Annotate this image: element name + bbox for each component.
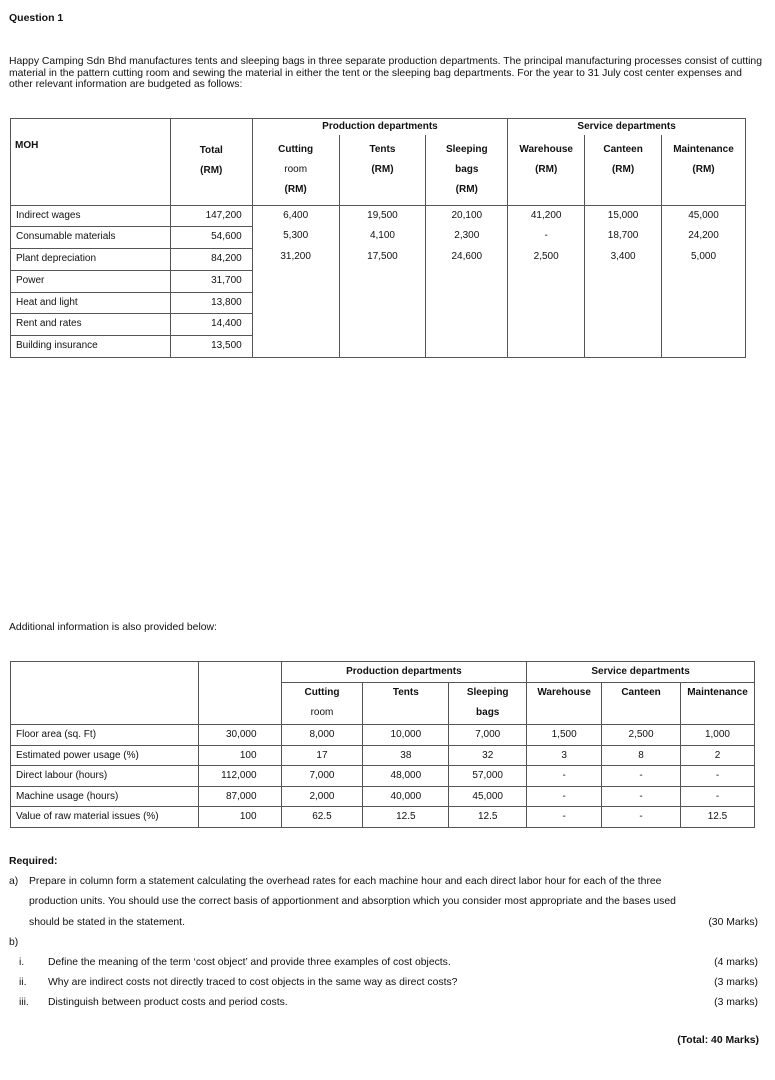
table-cell-sleeping: 20,100 — [451, 209, 483, 221]
table-cell-warehouse: 1,500 — [527, 725, 602, 746]
table-row — [11, 766, 755, 787]
row-label: Rent and rates — [11, 313, 170, 335]
table-cell-sleeping — [426, 289, 507, 310]
maintenance-header: Maintenance — [680, 683, 754, 725]
maintenance-header — [662, 135, 746, 205]
table-cell-total: 14,400 — [171, 313, 252, 335]
tents-header: Tents — [363, 683, 449, 725]
warehouse-header-line: Warehouse — [519, 144, 573, 155]
row-label: Power — [11, 270, 170, 292]
part-b-item-marks: (4 marks) — [714, 956, 758, 968]
table-cell-sleeping: 24,600 — [451, 251, 483, 263]
total-marks: (Total: 40 Marks) — [677, 1035, 759, 1046]
total-header-cell — [170, 119, 252, 206]
table-cell-tents: 10,000 — [363, 725, 449, 746]
total-column — [170, 205, 252, 358]
table-cell-maintenance: - — [680, 786, 754, 807]
part-a-label: a) — [9, 876, 19, 888]
warehouse-header: Warehouse — [527, 683, 602, 725]
warehouse-column — [508, 205, 585, 358]
table-cell-maintenance: 2 — [680, 745, 754, 766]
sleeping-header-line: (RM) — [455, 184, 478, 195]
table-cell-tents — [340, 268, 426, 289]
table-cell-cutting: 7,000 — [281, 766, 363, 787]
table-cell-canteen: - — [602, 786, 681, 807]
part-a-line: Prepare in column form a statement calculating the overhead rates for each machine hour and each direct labor hour for each of the three — [29, 876, 662, 888]
table-cell-canteen: - — [602, 807, 681, 828]
table-cell-warehouse — [508, 268, 584, 289]
maintenance-column — [662, 205, 746, 358]
table-cell-canteen — [585, 330, 661, 351]
table-cell-maintenance — [662, 268, 745, 289]
required-heading: Required: — [9, 856, 58, 867]
table-cell-maintenance: 1,000 — [680, 725, 754, 746]
table-cell-total: 100 — [198, 745, 281, 766]
table-cell-tents: 17,500 — [367, 251, 398, 263]
canteen-header-line: (RM) — [611, 164, 635, 175]
table-cell-warehouse: 3 — [527, 745, 602, 766]
warehouse-header-line: (RM) — [535, 164, 558, 175]
table-cell-sleeping: 45,000 — [449, 786, 527, 807]
table-cell-cutting: 31,200 — [280, 251, 311, 263]
blank-header-cell — [11, 683, 199, 725]
table-cell-warehouse — [508, 289, 584, 310]
table-cell-cutting: 17 — [281, 745, 363, 766]
table-cell-cutting: 2,000 — [281, 786, 363, 807]
table-cell-warehouse: 41,200 — [530, 209, 562, 221]
row-label: Direct labour (hours) — [11, 766, 199, 787]
table-cell-sleeping: 57,000 — [449, 766, 527, 787]
table-cell-cutting — [253, 309, 339, 330]
production-departments-header: Production departments — [281, 662, 527, 683]
part-a-line: should be stated in the statement. — [29, 916, 185, 928]
table-cell-sleeping — [426, 309, 507, 330]
table-cell-cutting: 62.5 — [281, 807, 363, 828]
table-cell-maintenance: 24,200 — [688, 230, 719, 242]
table-cell-tents — [340, 330, 426, 351]
table-cell-maintenance — [662, 309, 745, 330]
blank-header-cell — [198, 662, 281, 683]
table-cell-maintenance: 45,000 — [688, 209, 719, 221]
maintenance-header-line: Maintenance — [673, 144, 734, 155]
tents-column — [339, 205, 426, 358]
table-cell-canteen: 15,000 — [607, 209, 639, 221]
table-cell-warehouse — [508, 309, 584, 330]
table-cell-maintenance — [662, 330, 745, 351]
table-cell-canteen — [585, 289, 661, 310]
table-cell-tents: 19,500 — [367, 209, 398, 221]
table-cell-tents: 12.5 — [363, 807, 449, 828]
table-cell-cutting: 6,400 — [283, 209, 309, 221]
row-labels-column — [11, 205, 171, 358]
table-cell-sleeping: 12.5 — [449, 807, 527, 828]
row-label: Indirect wages — [16, 209, 81, 221]
table-cell-total: 84,200 — [171, 248, 252, 270]
part-b-item-number: ii. — [19, 977, 27, 989]
table-cell-tents: 38 — [363, 745, 449, 766]
table-cell-total: 13,500 — [171, 335, 252, 357]
total-header-line: Total — [199, 145, 223, 156]
table-cell-sleeping — [426, 330, 507, 351]
row-label: Plant depreciation — [11, 248, 170, 270]
cutting-header-line: (RM) — [284, 184, 307, 195]
table-cell-cutting — [253, 289, 339, 310]
tents-header-line: Tents — [369, 144, 396, 155]
table-cell-tents: 40,000 — [363, 786, 449, 807]
cutting-header-line: room — [310, 707, 334, 718]
moh-label: MOH — [15, 140, 39, 151]
sleeping-header-line: Sleeping — [445, 144, 488, 155]
table-cell-warehouse: 2,500 — [533, 251, 559, 263]
table-cell-canteen: 3,400 — [610, 251, 636, 263]
table-cell-maintenance: 5,000 — [690, 251, 717, 263]
table-row — [11, 205, 746, 358]
table-cell-cutting — [253, 268, 339, 289]
table-cell-maintenance: 12.5 — [680, 807, 754, 828]
table-cell-warehouse: - — [527, 766, 602, 787]
service-departments-header: Service departments — [508, 119, 746, 136]
canteen-header — [585, 135, 662, 205]
table-cell-tents — [340, 309, 426, 330]
additional-info-table — [10, 661, 755, 828]
row-label: Floor area (sq. Ft) — [11, 725, 199, 746]
service-departments-header: Service departments — [527, 662, 755, 683]
table-cell-cutting: 5,300 — [283, 230, 309, 242]
blank-header-cell — [198, 683, 281, 725]
table-cell-warehouse: - — [544, 230, 548, 242]
intro-paragraph: Happy Camping Sdn Bhd manufactures tents and sleeping bags in three separate production departments. The principal manufacturing processes consist of cutting material in the pattern cutting room and sewing the material in either the tent or the sleeping bag departments. For the year to 31 July cost center expenses and other relevant information are budgeted as follows: — [9, 56, 762, 90]
cutting-header-line: room — [284, 164, 308, 175]
production-departments-header: Production departments — [252, 119, 508, 136]
total-header-line: (RM) — [200, 165, 223, 176]
sleeping-header-line: Sleeping — [466, 687, 509, 698]
cutting-header-line: Cutting — [278, 144, 314, 155]
cutting-column — [252, 205, 339, 358]
table-cell-canteen — [585, 309, 661, 330]
tents-header — [339, 135, 426, 205]
canteen-column — [585, 205, 662, 358]
cutting-header — [281, 683, 363, 725]
row-label: Machine usage (hours) — [11, 786, 199, 807]
part-a-marks: (30 Marks) — [708, 916, 758, 928]
part-b-item-text: Distinguish between product costs and period costs. — [48, 997, 288, 1009]
table-cell-canteen: 8 — [602, 745, 681, 766]
table-cell-total: 13,800 — [171, 292, 252, 314]
sleeping-column — [426, 205, 508, 358]
table-cell-maintenance: - — [680, 766, 754, 787]
table-cell-cutting: 8,000 — [281, 725, 363, 746]
table-cell-canteen: 2,500 — [602, 725, 681, 746]
part-b-item-number: i. — [19, 956, 25, 968]
part-b-item-text: Why are indirect costs not directly traced to cost objects in the same way as direct costs? — [48, 977, 458, 989]
row-label: Estimated power usage (%) — [11, 745, 199, 766]
table-cell-tents: 4,100 — [369, 230, 395, 242]
maintenance-header-line: (RM) — [692, 164, 715, 175]
tents-header-line: (RM) — [371, 164, 394, 175]
canteen-header-line: Canteen — [603, 144, 643, 155]
table-cell-warehouse — [508, 330, 584, 351]
cutting-header — [252, 135, 339, 205]
table-cell-tents — [340, 289, 426, 310]
table-cell-total: 31,700 — [171, 270, 252, 292]
table-cell-sleeping: 32 — [449, 745, 527, 766]
part-a-line: production units. You should use the correct basis of apportionment and absorption which you consider most appropriate and the bases used — [29, 896, 676, 908]
table-cell-total: 87,000 — [198, 786, 281, 807]
table-cell-canteen: 18,700 — [607, 230, 639, 242]
table-cell-tents: 48,000 — [363, 766, 449, 787]
part-b-label: b) — [9, 936, 19, 948]
table-cell-sleeping: 2,300 — [454, 230, 480, 242]
sleeping-bags-header — [426, 135, 508, 205]
table-cell-sleeping — [426, 268, 507, 289]
table-cell-total: 112,000 — [198, 766, 281, 787]
part-b-item-marks: (3 marks) — [714, 977, 758, 989]
table-cell-total: 100 — [198, 807, 281, 828]
question-title: Question 1 — [9, 12, 64, 24]
table-cell-warehouse: - — [527, 786, 602, 807]
row-label: Heat and light — [11, 292, 170, 314]
part-b-item-number: iii. — [19, 997, 29, 1009]
moh-header-cell — [11, 119, 171, 206]
part-b-item-text: Define the meaning of the term ‘cost object’ and provide three examples of cost objects. — [48, 956, 451, 968]
table-cell-sleeping: 7,000 — [449, 725, 527, 746]
table-cell-canteen: - — [602, 766, 681, 787]
table-cell-cutting — [253, 330, 339, 351]
row-label: Value of raw material issues (%) — [11, 807, 199, 828]
sleeping-header-line: bags — [476, 707, 500, 718]
warehouse-header — [508, 135, 585, 205]
sleeping-bags-header — [449, 683, 527, 725]
table-cell-total: 54,600 — [171, 226, 252, 248]
table-row — [11, 745, 755, 766]
table-cell-canteen — [585, 268, 661, 289]
table-cell-warehouse: - — [527, 807, 602, 828]
additional-info-text: Additional information is also provided below: — [9, 622, 217, 633]
row-label: Building insurance — [11, 335, 170, 357]
table-cell-total: 30,000 — [198, 725, 281, 746]
budget-table — [10, 118, 746, 358]
part-b-item-marks: (3 marks) — [714, 997, 758, 1009]
table-row — [11, 725, 755, 746]
table-row — [11, 786, 755, 807]
row-label: Consumable materials — [11, 226, 170, 248]
table-cell-total: 147,200 — [205, 209, 242, 221]
canteen-header: Canteen — [602, 683, 681, 725]
required-section — [9, 852, 764, 1014]
table-row — [11, 807, 755, 828]
cutting-header-line: Cutting — [304, 687, 340, 698]
table-cell-maintenance — [662, 289, 745, 310]
sleeping-header-line: bags — [455, 164, 479, 175]
blank-header-cell — [11, 662, 199, 683]
